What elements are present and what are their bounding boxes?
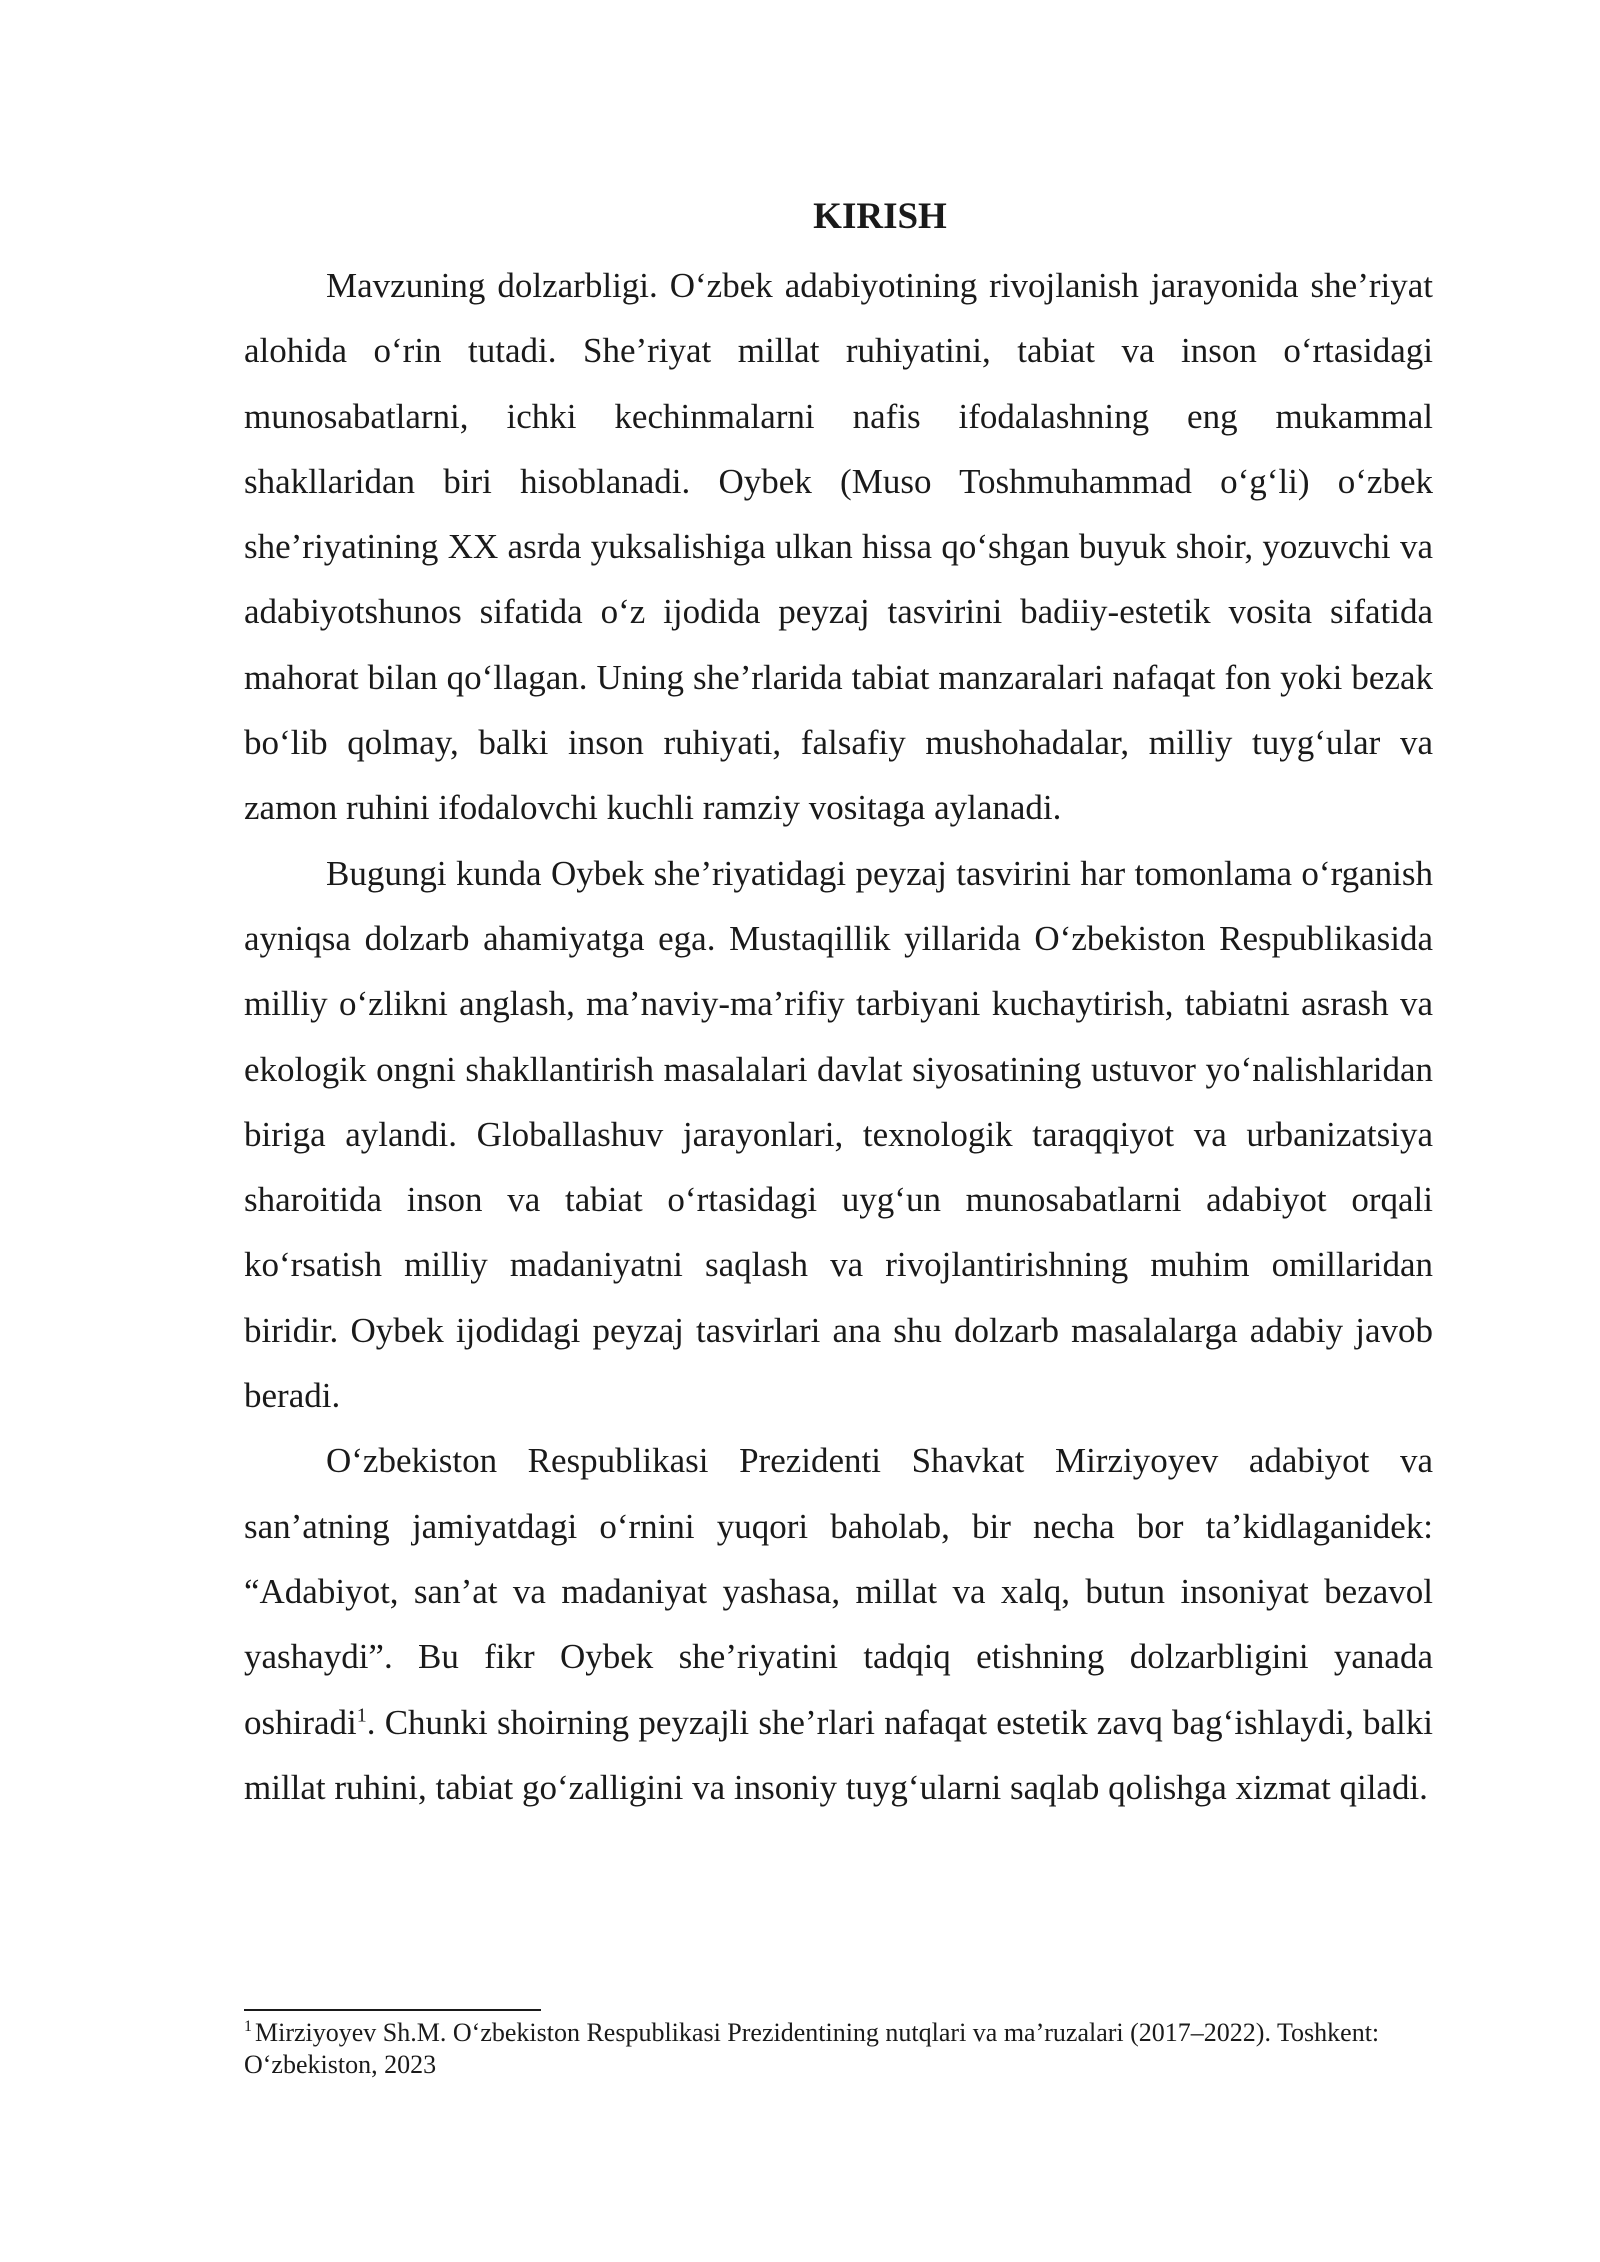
- footnote-mark: 1: [244, 2018, 252, 2036]
- paragraph-text-before-ref: O‘zbekiston Respublikasi Prezidenti Shavkat Mirziyoyev adabiyot va san’atning jamiyatdagi o‘rnini yuqori baholab, bir necha bor ta’kidlaganidek: “Adabiyot, san’at va madaniyat yashasa, millat va xalq, butun insoniyat bezavol yashaydi”. Bu fikr Oybek she’riyatini tadqiq etishning dolzarbligini yanada oshiradi: [244, 1441, 1433, 1742]
- paragraph-importance: Bugungi kunda Oybek she’riyatidagi peyzaj tasvirini har tomonlama o‘rganish ayniqsa dolzarb ahamiyatga ega. Mustaqillik yillarida O‘zbekiston Respublikasida milliy o‘zlikni anglash, ma’naviy-ma’rifiy tarbiyani kuchaytirish, tabiatni asrash va ekologik ongni shakllantirish masalalari davlat siyosatining ustuvor yo‘nalishlaridan biriga aylandi. Globallashuv jarayonlari, texnologik taraqqiyot va urbanizatsiya sharoitida inson va tabiat o‘rtasidagi uyg‘un munosabatlarni adabiyot orqali ko‘rsatish milliy madaniyatni saqlash va rivojlantirishning muhim omillaridan biridir. Oybek ijodidagi peyzaj tasvirlari ana shu dolzarb masalalarga adabiy javob beradi.: [244, 853, 1433, 1416]
- paragraph-relevance: Mavzuning dolzarbligi. O‘zbek adabiyotining rivojlanish jarayonida she’riyat alohida o‘rin tutadi. She’riyat millat ruhiyatini, tabiat va inson o‘rtasidagi munosabatlarni, ichki kechinmalarni nafis ifodalashning eng mukammal shakllaridan biri hisoblanadi. Oybek (Muso Toshmuhammad o‘g‘li) o‘zbek she’riyatining XX asrda yuksalishiga ulkan hissa qo‘shgan buyuk shoir, yozuvchi va adabiyotshunos sifatida o‘z ijodida peyzaj tasvirini badiiy-estetik vosita sifatida mahorat bilan qo‘llagan. Uning she’rlarida tabiat manzaralari nafaqat fon yoki bezak bo‘lib qolmay, balki inson ruhiyati, falsafiy mushohadalar, milliy tuyg‘ular va zamon ruhini ifodalovchi kuchli ramziy vositaga aylanadi.: [244, 266, 1433, 828]
- paragraph-text-after-ref: . Chunki shoirning peyzajli she’rlari nafaqat estetik zavq bag‘ishlaydi, balki millat ruhini, tabiat go‘zalligini va insoniy tuyg‘ularni saqlab qolishga xizmat qiladi.: [244, 1702, 1433, 1807]
- page-title: KIRISH: [813, 196, 947, 237]
- footnote-reference[interactable]: 1: [356, 1703, 367, 1726]
- footnote: [244, 2017, 1433, 2081]
- footnote-text: Mirziyoyev Sh.M. O‘zbekiston Respublikasi Prezidentining nutqlari va ma’ruzalari (2017–2022). Toshkent: O‘zbekiston, 2023: [244, 2018, 1380, 2079]
- paragraph-president-quote: [244, 1428, 1433, 1820]
- body-text: [244, 253, 1433, 1820]
- footnote-separator: [244, 2009, 541, 2011]
